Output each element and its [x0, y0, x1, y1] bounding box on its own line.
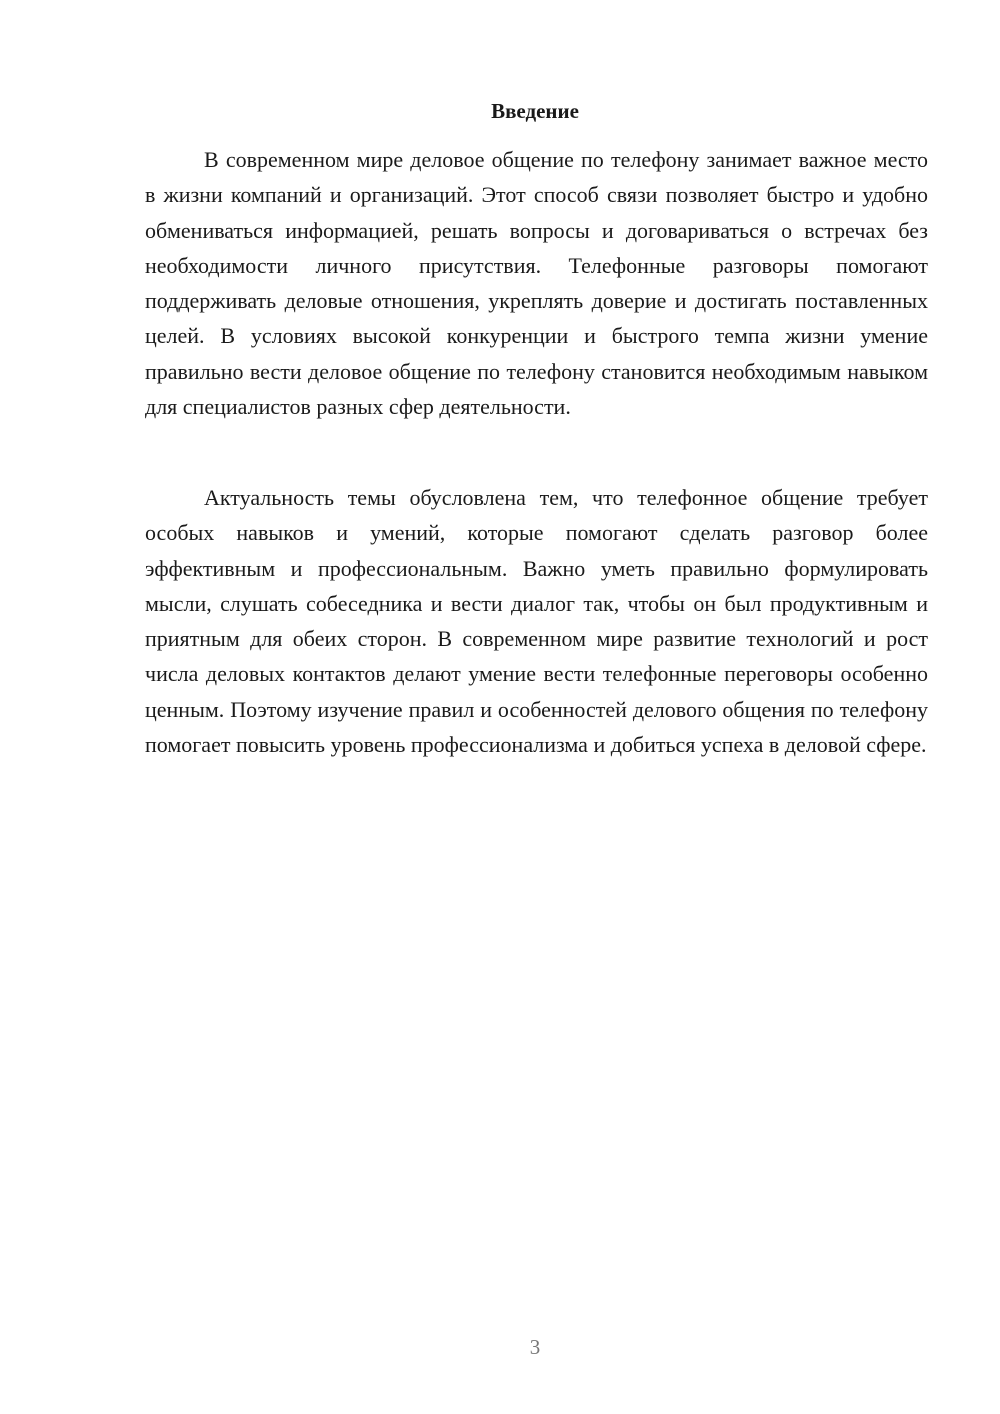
paragraph-introduction: В современном мире деловое общение по телефону занимает важное место в жизни компаний и организаций. Этот способ связи позволяет быстро и удобно обмениваться информацией, решать вопросы и договариваться о встречах без необходимости личного присутствия. Телефонные разговоры помогают поддерживать деловые отношения, укреплять доверие и достигать поставленных целей. В условиях высокой конкуренции и быстрого темпа жизни умение правильно вести деловое общение по телефону становится необходимым навыком для специалистов разных сфер деятельности. — [145, 147, 928, 420]
paragraph-relevance: Актуальность темы обусловлена тем, что телефонное общение требует особых навыков и умений, которые помогают сделать разговор более эффективным и профессиональным. Важно уметь правильно формулировать мысли, слушать собеседника и вести диалог так, чтобы он был продуктивным и приятным для обеих сторон. В современном мире развитие технологий и рост числа деловых контактов делают умение вести телефонные переговоры особенно ценным. Поэтому изучение правил и особенностей делового общения по телефону помогает повысить уровень профессионализма и добиться успеха в деловой сфере. — [145, 485, 928, 758]
page-number: 3 — [529, 1335, 541, 1359]
section-heading: Введение — [491, 99, 579, 123]
